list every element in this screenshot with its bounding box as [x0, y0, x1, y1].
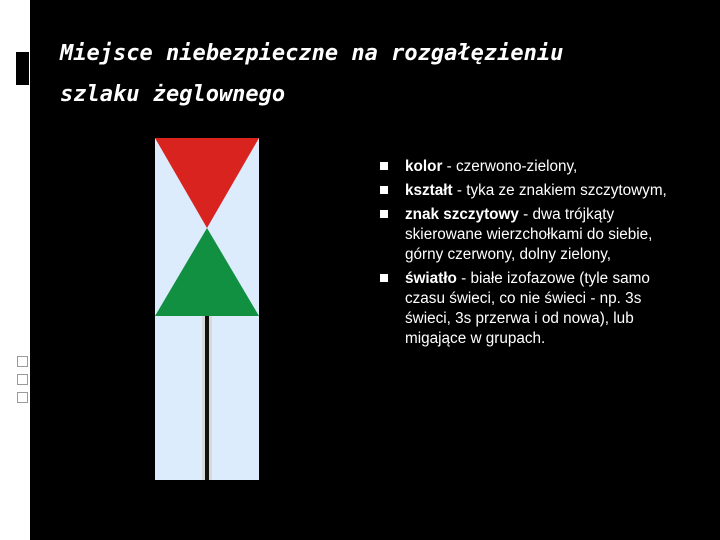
bullet-text: - czerwono-zielony, [442, 158, 578, 175]
list-item [380, 205, 680, 265]
bullet-square-icon [380, 210, 388, 218]
bullet-square-icon [380, 162, 388, 170]
pole [205, 316, 209, 480]
slide-title [60, 33, 700, 115]
bullet-square-icon [380, 274, 388, 282]
list-item [380, 181, 680, 201]
sign-illustration [155, 138, 259, 480]
decorative-square [17, 392, 28, 403]
slide-title-line-1: Miejsce niebezpieczne na rozgałęzieniu [60, 41, 564, 66]
slide-title-line-2: szlaku żeglownego [60, 82, 286, 107]
decorative-bar [16, 52, 29, 85]
bullet-term: kształt [405, 182, 453, 199]
bullet-term: znak szczytowy [405, 206, 519, 223]
list-item [380, 269, 680, 349]
bullet-square-icon [380, 186, 388, 194]
list-item [380, 157, 680, 177]
bullet-list [380, 157, 680, 353]
bullet-text: - dwa trójkąty skierowane wierzchołkami do siebie, górny czerwony, dolny zielony, [405, 206, 653, 263]
bullet-term: kolor [405, 158, 443, 175]
decorative-square [17, 374, 28, 385]
decorative-square [17, 356, 28, 367]
bullet-text: - białe izofazowe (tyle samo czasu świeci, co nie świeci - np. 3s świeci, 3s przerwa i od nowa), lub migające w grupach. [405, 270, 650, 347]
bullet-text: - tyka ze znakiem szczytowym, [452, 182, 667, 199]
bullet-term: światło [405, 270, 457, 287]
